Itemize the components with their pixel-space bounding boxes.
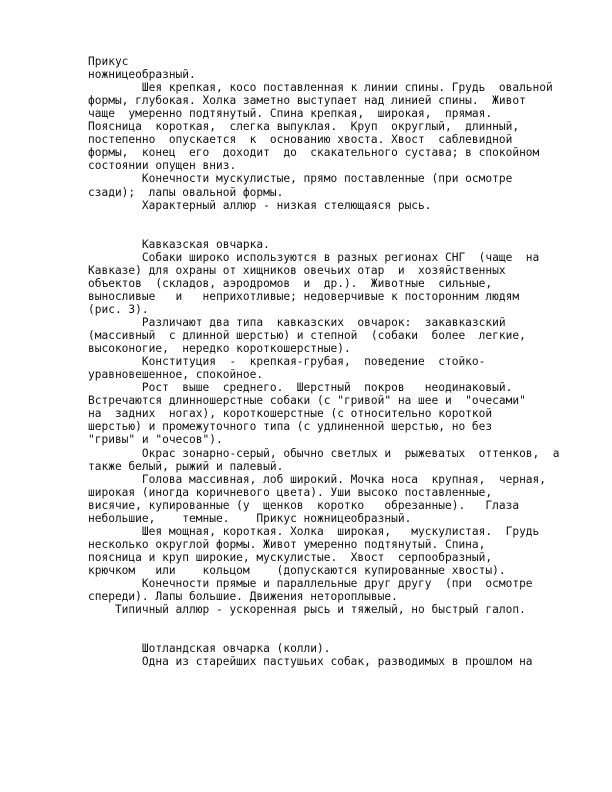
text-line: спереди). Лапы большие. Движения нетороплывые. [88,590,398,604]
text-line: на задних ногах), короткошерстные (с относительно короткой [88,407,493,421]
text-line: Прикус [88,55,129,68]
text-line: широкая (иногда коричневого цвета). Уши высоко поставленные, [88,485,493,499]
text-line: Конечности прямые и параллельные друг другу (при осмотре [88,577,533,590]
text-line: сзади); лапы овальной формы. [88,185,284,199]
text-line: чаще умеренно подтянутый. Спина крепкая, широкая, прямая. [88,107,493,121]
text-line: Конституция - крепкая-грубая, поведение стойко- [88,355,486,369]
text-line: висячие, купированные (у щенков коротко обрезанные). Глаза [88,498,520,512]
text-line: уравновешенное, спокойное. [88,368,264,382]
text-line: Собаки широко используются в разных регионах СНГ (чаще на [88,250,540,264]
text-line: Типичный аллюр - ускоренная рысь и тяжелый, но быстрый галоп. [88,603,526,617]
text-line: Конечности мускулистые, прямо поставленные (при осмотре [88,172,513,186]
text-line: небольшие, темные. Прикус ножницеобразный. [88,511,412,525]
text-line: ножницеобразный. [88,68,196,82]
text-line: Голова массивная, лоб широкий. Мочка носа крупная, черная, [88,472,547,486]
text-line: Окрас зонарно-серый, обычно светлых и рыжеватых оттенков, а [88,446,560,460]
text-line: формы, конец его доходит до скакательного сустава; в спокойном [88,146,540,160]
text-line: состоянии опущен вниз. [88,159,237,173]
text-line: Рост выше среднего. Шерстный покров неодинаковый. [88,381,513,395]
text-line: высоконогие, нередко короткошерстные). [88,342,351,356]
text-line: Кавказе) для охраны от хищников овечьих отар и хозяйственных [88,263,506,277]
text-line: объектов (складов, аэродромов и др.). Животные сильные, [88,276,493,290]
text-line: шерстью) и промежуточного типа (с удлиненной шерстью, но без [88,420,493,434]
text-line: Характерный аллюр - низкая стелющаяся рысь. [88,198,432,212]
text-line: Шотландская овчарка (колли). [88,642,331,656]
text-line: Поясница короткая, слегка выпуклая. Круп округлый, длинный, [88,120,520,134]
text-line: выносливые и неприхотливые; недоверчивые к посторонним людям [88,289,520,303]
text-line: (массивный с длинной шерстью) и степной (собаки более легкие, [88,329,526,343]
text-line: также белый, рыжий и палевый. [88,459,284,473]
text-line: формы, глубокая. Холка заметно выступает над линией спины. Живот [88,94,526,108]
text-line: (рис. 3). [88,302,149,316]
text-line: "гривы" и "очесов"). [88,433,223,447]
text-line: Шея крепкая, косо поставленная к линии спины. Грудь овальной [88,81,553,95]
text-line: Одна из старейших пастушьих собак, разводимых в прошлом на [88,655,533,669]
text-line: поясница и круп широкие, мускулистые. Хвост серпообразный, [88,550,493,564]
text-line: Кавказская овчарка. [88,237,270,251]
text-line: Встречаются длинношерстные собаки (с "гривой" на шее и "очесами" [88,394,526,408]
text-line: постепенно опускается к основанию хвоста. Хвост саблевидной [88,133,513,147]
text-line: несколько округлой формы. Живот умеренно подтянутый. Спина, [88,537,486,551]
text-line: Различают два типа кавказских овчарок: закавказский [88,316,506,329]
text-line: крючком или кольцом (допускаются купированные хвосты). [88,563,506,577]
text-line: Шея мощная, короткая. Холка широкая, мускулистая. Грудь [88,524,540,538]
